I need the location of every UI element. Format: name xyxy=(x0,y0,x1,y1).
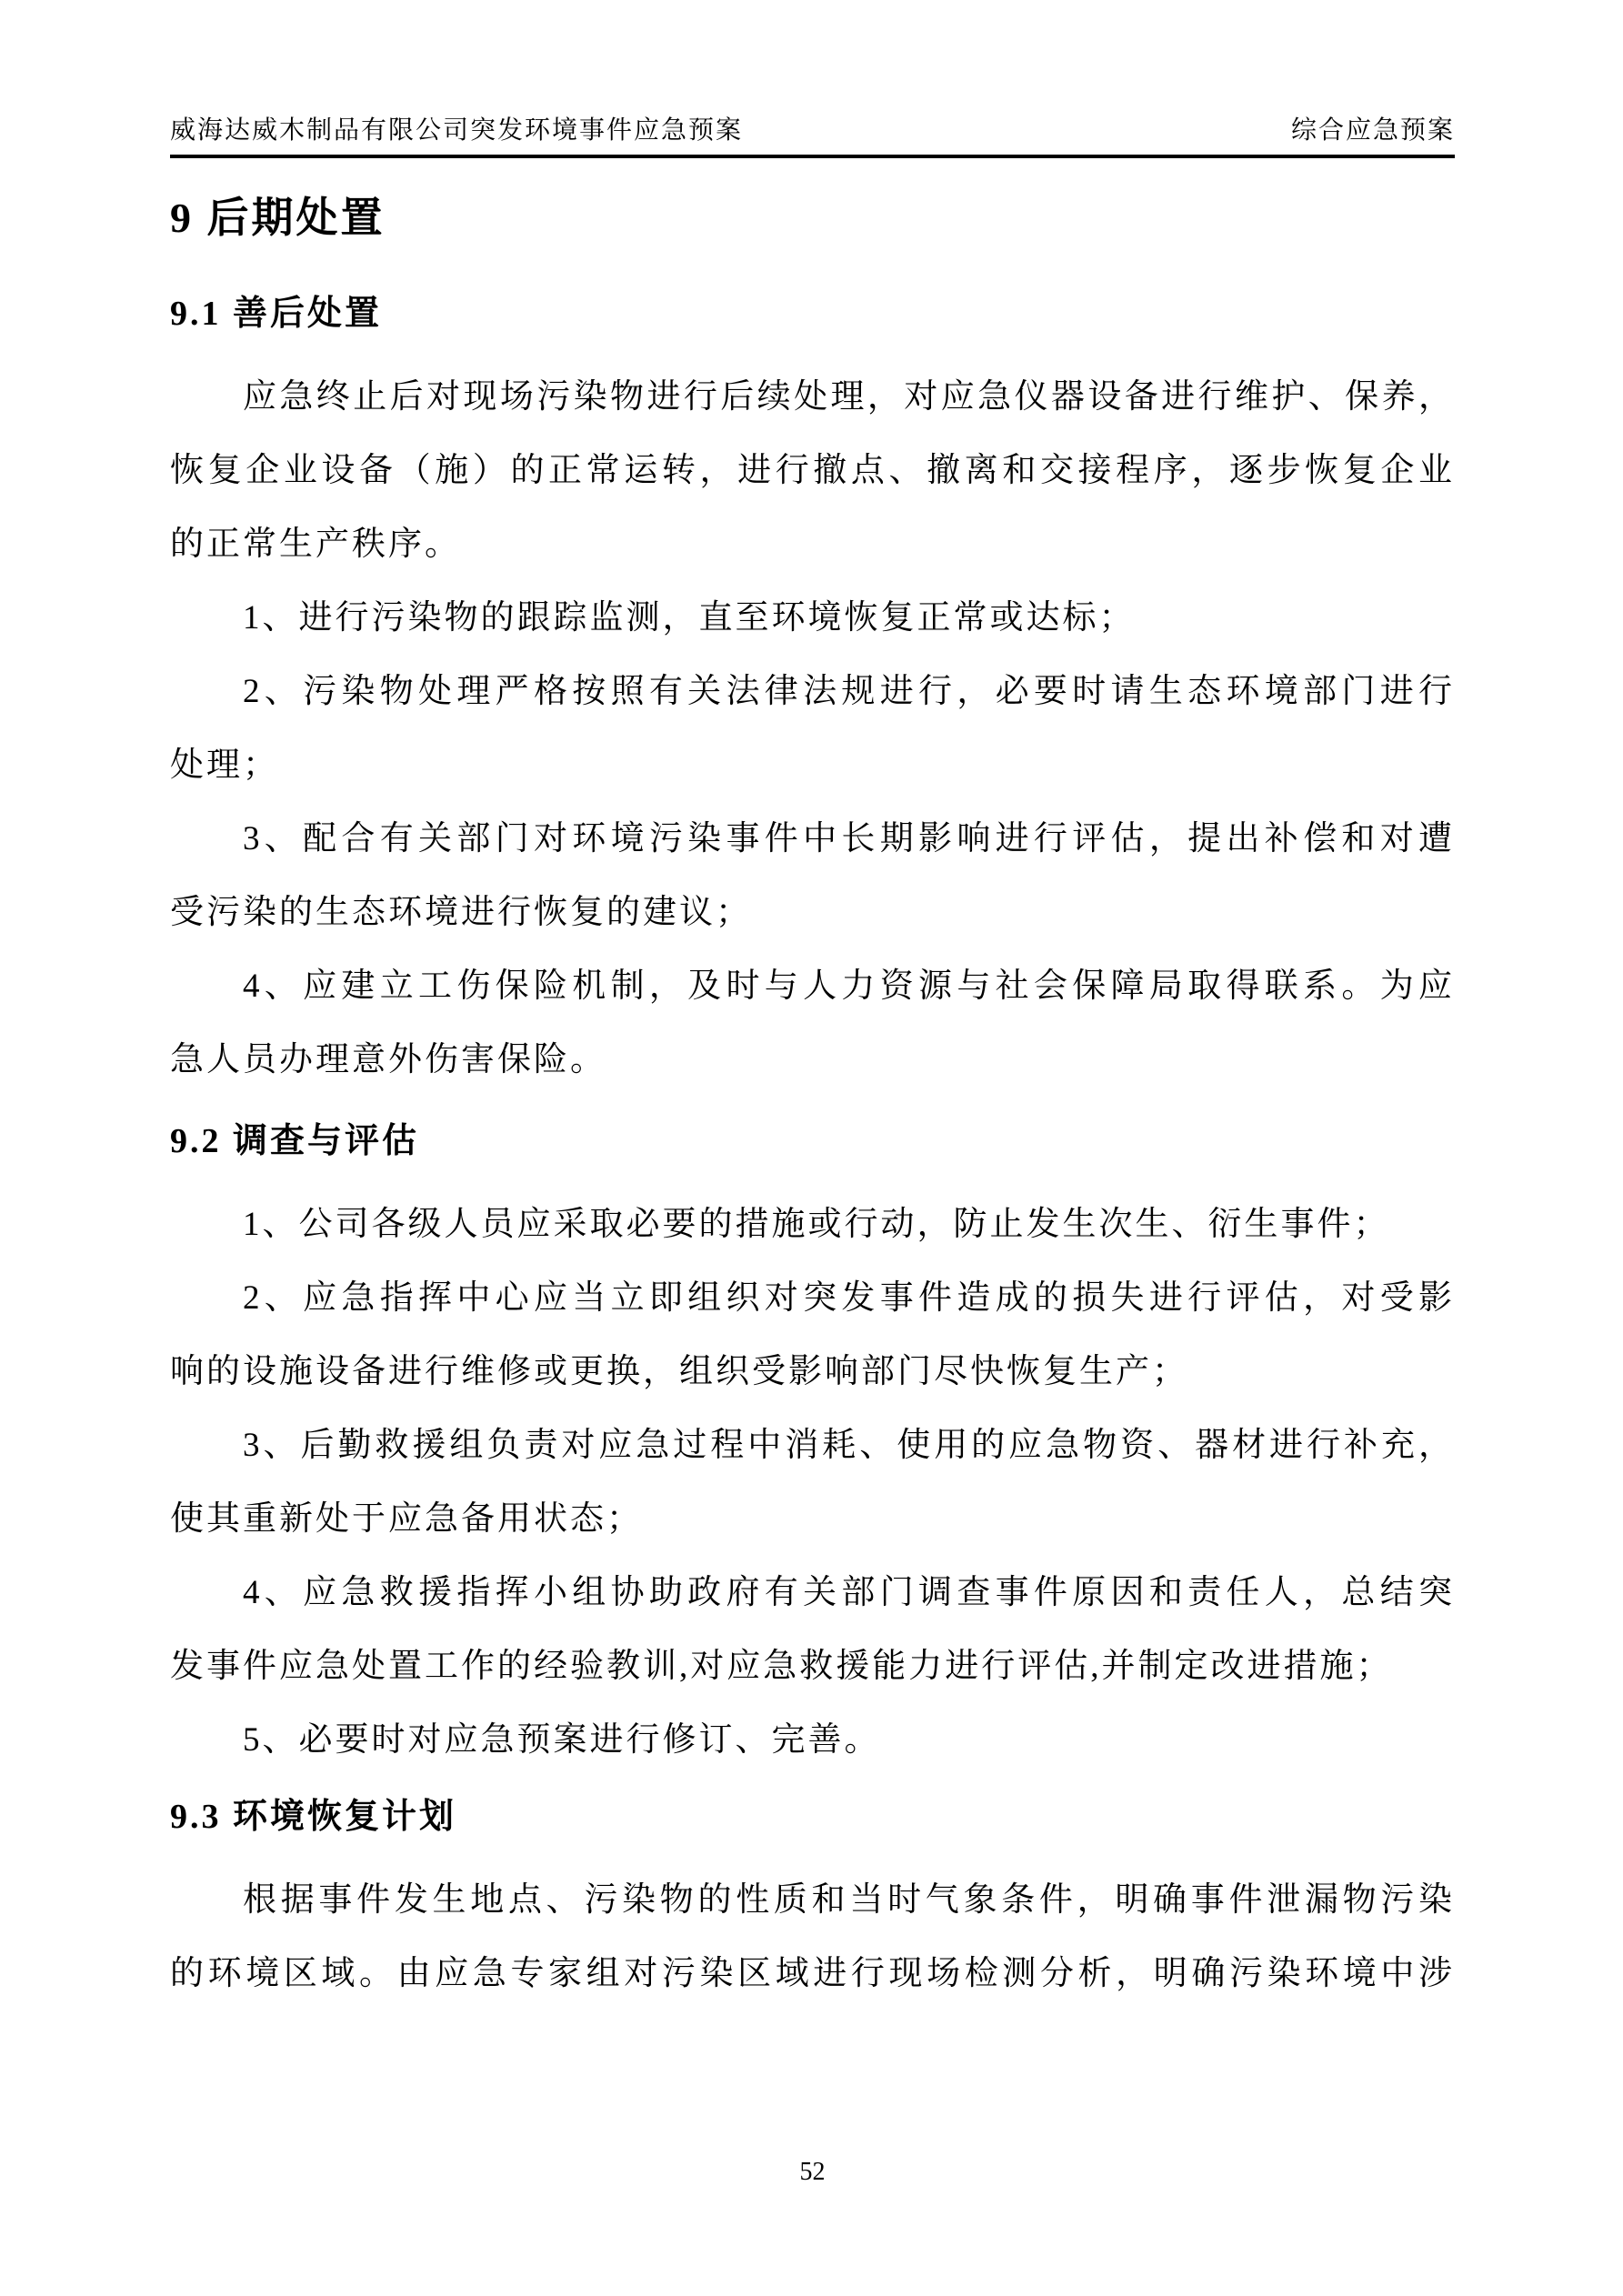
text-line: 4、应建立工伤保险机制，及时与人力资源与社会保障局取得联系。为应 xyxy=(243,968,1455,1005)
text-line: 应急终止后对现场污染物进行后续处理，对应急仪器设备进行维护、保养， xyxy=(243,378,1455,416)
header-rule xyxy=(170,155,1455,158)
section-title-9-3: 9.3 环境恢复计划 xyxy=(170,1798,457,1836)
text-line: 处理； xyxy=(170,747,279,784)
page-header xyxy=(170,115,1455,147)
text-line: 2、应急指挥中心应当立即组织对突发事件造成的损失进行评估，对受影 xyxy=(243,1279,1455,1317)
header-left-text: 威海达威木制品有限公司突发环境事件应急预案 xyxy=(170,116,744,145)
text-line: 响的设施设备进行维修或更换，组织受影响部门尽快恢复生产； xyxy=(170,1353,1188,1390)
section-title-9-1: 9.1 善后处置 xyxy=(170,295,383,333)
text-line: 使其重新处于应急备用状态； xyxy=(170,1500,643,1538)
text-line: 2、污染物处理严格按照有关法律法规进行，必要时请生态环境部门进行 xyxy=(243,673,1455,710)
text-line: 发事件应急处置工作的经验教训,对应急救援能力进行评估,并制定改进措施； xyxy=(170,1648,1393,1685)
section-9-3-content xyxy=(170,1863,1455,2010)
header-right-text: 综合应急预案 xyxy=(1290,116,1455,145)
text-line: 急人员办理意外伤害保险。 xyxy=(170,1041,606,1078)
page-number: 52 xyxy=(799,2158,826,2186)
chapter-title: 9 后期处置 xyxy=(170,195,386,241)
text-line: 的环境区域。由应急专家组对污染区域进行现场检测分析，明确污染环境中涉 xyxy=(170,1955,1455,1992)
text-line: 恢复企业设备（施）的正常运转，进行撤点、撤离和交接程序，逐步恢复企业 xyxy=(170,452,1455,489)
text-line: 根据事件发生地点、污染物的性质和当时气象条件，明确事件泄漏物污染 xyxy=(243,1881,1455,1919)
text-line: 3、配合有关部门对环境污染事件中长期影响进行评估，提出补偿和对遭 xyxy=(243,820,1455,857)
text-line: 3、后勤救援组负责对应急过程中消耗、使用的应急物资、器材进行补充， xyxy=(243,1427,1455,1464)
text-line: 的正常生产秩序。 xyxy=(170,526,461,563)
section-9-1-content xyxy=(170,360,1455,1097)
text-line: 1、进行污染物的跟踪监测，直至环境恢复正常或达标； xyxy=(243,599,1136,637)
text-line: 受污染的生态环境进行恢复的建议； xyxy=(170,894,752,931)
text-line: 5、必要时对应急预案进行修订、完善。 xyxy=(243,1721,881,1759)
section-9-2-content xyxy=(170,1188,1455,1777)
text-line: 4、应急救援指挥小组协助政府有关部门调查事件原因和责任人，总结突 xyxy=(243,1574,1455,1611)
text-line: 1、公司各级人员应采取必要的措施或行动，防止发生次生、衍生事件； xyxy=(243,1206,1390,1243)
section-title-9-2: 9.2 调查与评估 xyxy=(170,1122,420,1160)
